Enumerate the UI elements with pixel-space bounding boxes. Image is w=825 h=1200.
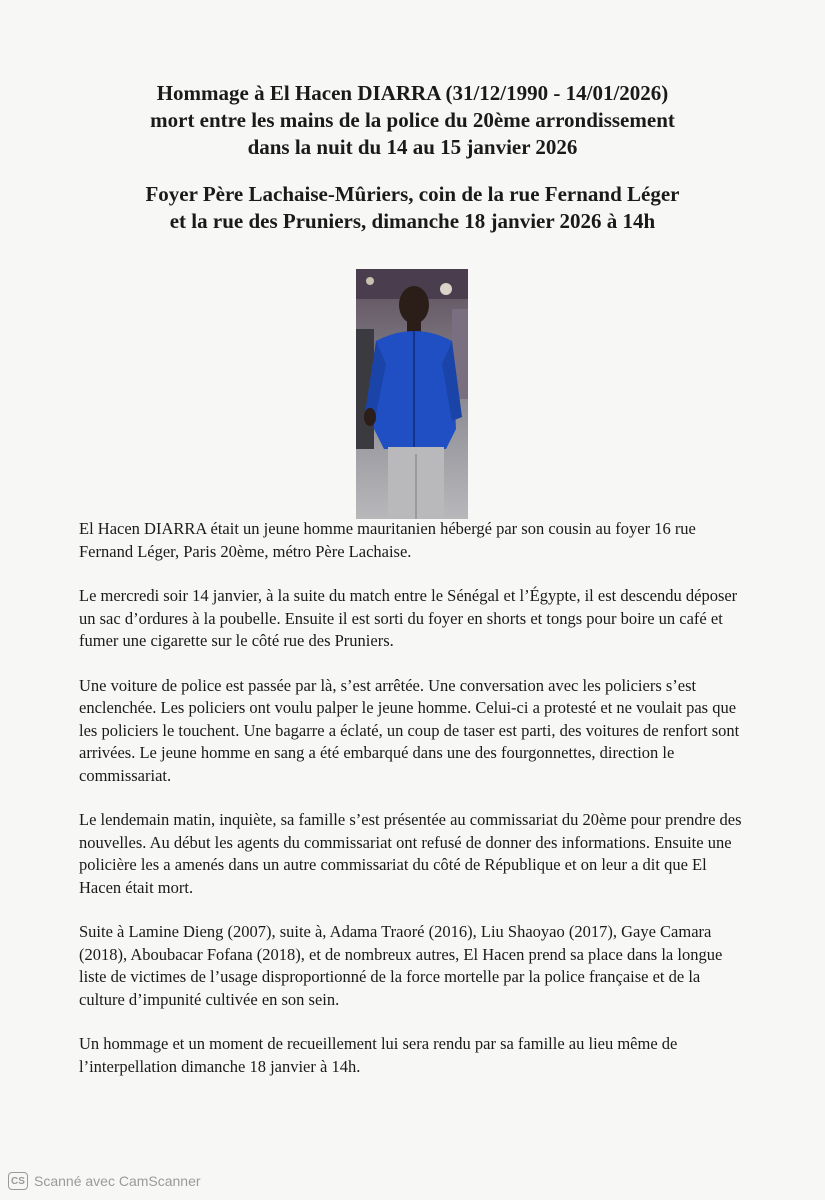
title-line: dans la nuit du 14 au 15 janvier 2026 bbox=[247, 135, 578, 159]
text-line: Le mercredi soir 14 janvier, à la suite du match entre le Sénégal et l’Égypte, il est descendu déposer bbox=[79, 586, 738, 605]
portrait-photo bbox=[356, 269, 468, 519]
text-line: culture d’impunité cultivée en son sein. bbox=[79, 989, 340, 1009]
event-location-heading bbox=[0, 181, 825, 235]
text-line: (2018), Aboubacar Fofana (2018), et de nombreux autres, El Hacen prend sa place dans la longue bbox=[79, 944, 723, 964]
article-body bbox=[79, 518, 759, 1100]
text-line: les policiers le touchent. Une bagarre a éclaté, un coup de taser est parti, des voitures de renfort sont bbox=[79, 720, 740, 740]
title-line: Hommage à El Hacen DIARRA (31/12/1990 - 14/01/2026) bbox=[156, 81, 669, 105]
document-title bbox=[0, 80, 825, 161]
paragraph bbox=[79, 518, 759, 563]
camscanner-logo-icon: CS bbox=[8, 1172, 28, 1190]
text-line: un sac d’ordures à la poubelle. Ensuite il est sorti du foyer en shorts et tongs pour boire un café et bbox=[79, 608, 723, 628]
text-line: fumer une cigarette sur le côté rue des Pruniers. bbox=[79, 631, 394, 650]
event-line: et la rue des Pruniers, dimanche 18 janvier 2026 à 14h bbox=[169, 209, 656, 233]
paragraph bbox=[79, 921, 759, 1011]
text-line: Une voiture de police est passée par là, s’est arrêtée. Une conversation avec les policiers s’est bbox=[79, 675, 697, 695]
scanner-label: Scanné avec CamScanner bbox=[34, 1173, 201, 1189]
text-line: Fernand Léger, Paris 20ème, métro Père Lachaise. bbox=[79, 541, 412, 561]
text-line: Un hommage et un moment de recueillement lui sera rendu par sa famille au lieu même de bbox=[79, 1034, 678, 1053]
paragraph bbox=[79, 675, 759, 788]
title-line: mort entre les mains de la police du 20ème arrondissement bbox=[150, 108, 675, 132]
text-line: Hacen était mort. bbox=[79, 877, 194, 897]
text-line: policière les a amenés dans un autre commissariat du côté de République et on leur a dit que El bbox=[79, 855, 707, 874]
event-line: Foyer Père Lachaise-Mûriers, coin de la rue Fernand Léger bbox=[145, 182, 680, 206]
text-line: arrivées. Le jeune homme en sang a été embarqué dans une des fourgonnettes, direction le bbox=[79, 743, 675, 762]
text-line: commissariat. bbox=[79, 765, 172, 785]
portrait-illustration bbox=[356, 269, 468, 519]
text-line: Suite à Lamine Dieng (2007), suite à, Adama Traoré (2016), Liu Shaoyao (2017), Gaye Camara bbox=[79, 922, 712, 941]
text-line: nouvelles. Au début les agents du commissariat ont refusé de donner des informations. Ensuite une bbox=[79, 832, 732, 852]
paragraph bbox=[79, 1033, 759, 1078]
text-line: l’interpellation dimanche 18 janvier à 14h. bbox=[79, 1056, 361, 1076]
text-line: enclenchée. Les policiers ont voulu palper le jeune homme. Celui-ci a protesté et ne voulait pas que bbox=[79, 698, 737, 717]
text-line: liste de victimes de l’usage disproportionné de la force mortelle par la police française et de la bbox=[79, 967, 701, 986]
text-line: El Hacen DIARRA était un jeune homme mauritanien hébergé par son cousin au foyer 16 rue bbox=[79, 519, 696, 538]
paragraph bbox=[79, 809, 759, 899]
paragraph bbox=[79, 585, 759, 653]
scanner-watermark bbox=[8, 1172, 201, 1190]
text-line: Le lendemain matin, inquiète, sa famille s’est présentée au commissariat du 20ème pour prendre des bbox=[79, 810, 742, 829]
